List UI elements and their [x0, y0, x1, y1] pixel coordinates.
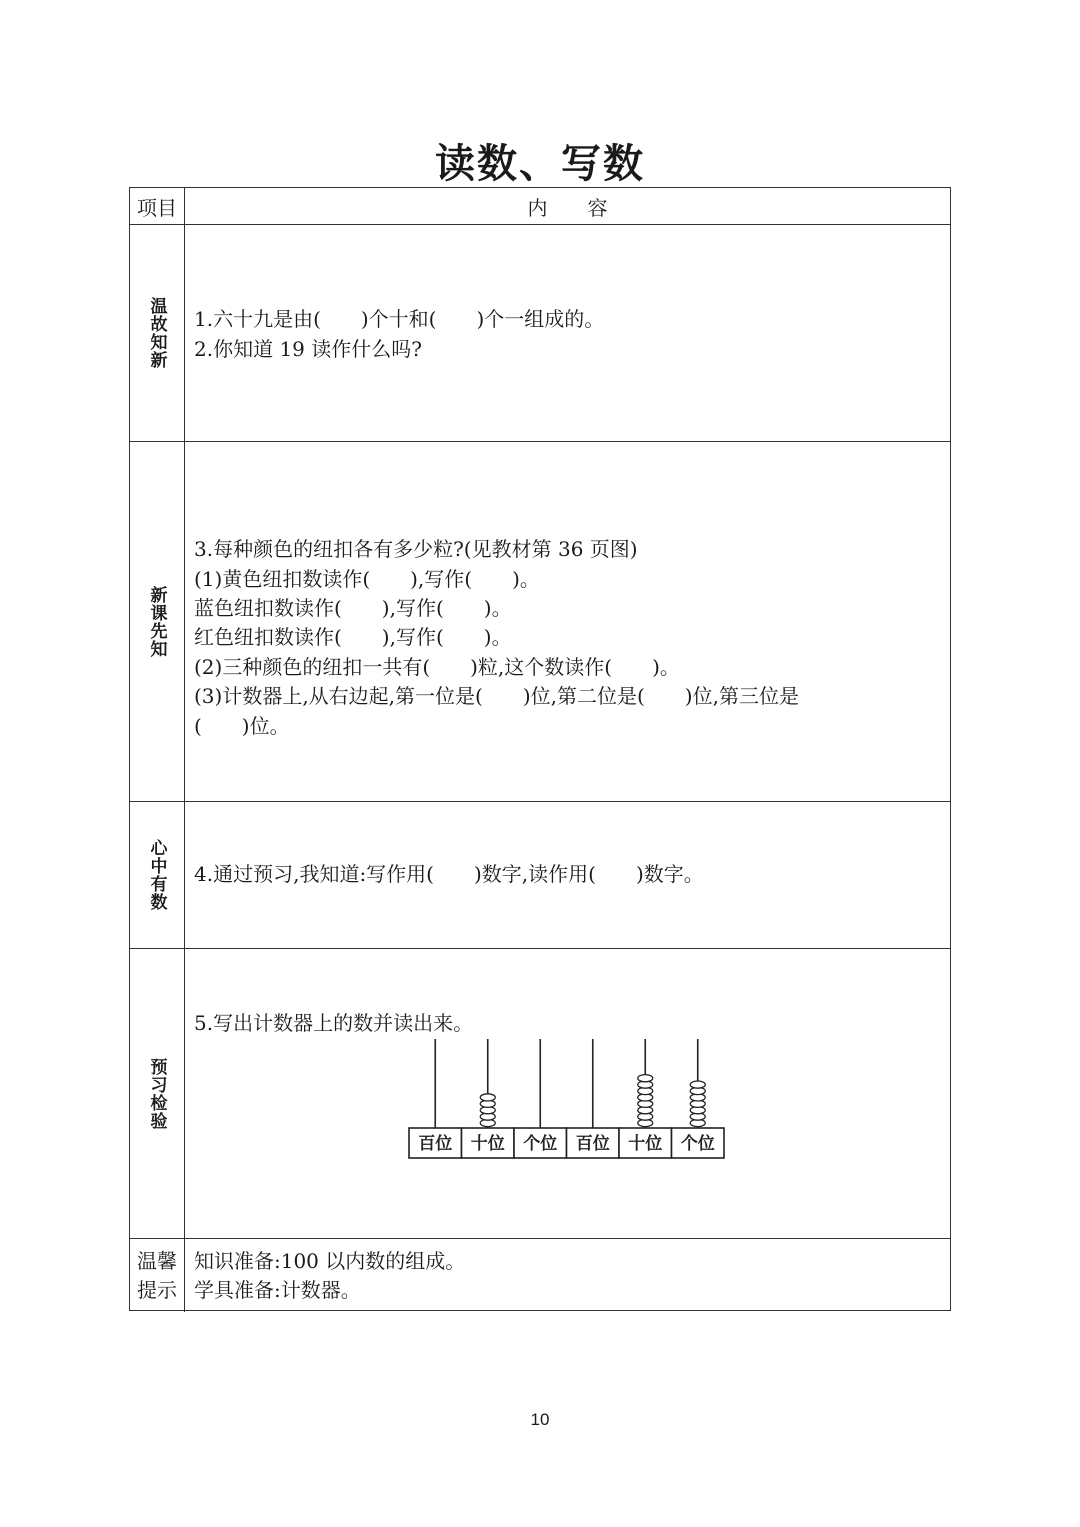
abacus-place-label: 十位	[628, 1134, 663, 1154]
tip-line: 学具准备:计数器。	[194, 1278, 361, 1302]
section-label-cell	[130, 949, 185, 1238]
question-line: (2)三种颜色的纽扣一共有( )粒,这个数读作( )。	[194, 655, 680, 679]
section-label-cell	[130, 225, 185, 441]
question-line: 2.你知道 19 读作什么吗?	[194, 337, 422, 361]
abacus-place-label: 个位	[523, 1134, 558, 1154]
section-content	[185, 1239, 950, 1312]
question-line: 蓝色纽扣数读作( ),写作( )。	[194, 596, 512, 620]
section-content	[185, 949, 950, 1238]
page-title: 读数、写数	[435, 141, 645, 187]
preview-table	[129, 187, 951, 1311]
section-label-cell	[130, 802, 185, 948]
header-item-label: 项目	[130, 188, 185, 224]
abacus-place-label: 十位	[470, 1134, 505, 1154]
abacus-bead	[690, 1081, 705, 1088]
abacus-bead	[480, 1094, 495, 1101]
question-line: 红色纽扣数读作( ),写作( )。	[194, 625, 512, 649]
section-label: 心中有数	[146, 839, 167, 911]
section-review	[130, 225, 950, 442]
section-content	[185, 802, 950, 948]
question-line: (3)计数器上,从右边起,第一位是( )位,第二位是( )位,第三位是	[194, 684, 799, 708]
section-label: 温故知新	[146, 297, 167, 369]
question-line: 5.写出计数器上的数并读出来。	[194, 1011, 474, 1035]
section-tips	[130, 1239, 950, 1312]
header-content-label: 内 容	[527, 195, 608, 220]
abacus-place-label: 百位	[575, 1134, 610, 1154]
question-line: 4.通过预习,我知道:写作用( )数字,读作用( )数字。	[194, 862, 704, 886]
section-content	[185, 225, 950, 441]
abacus-bead	[638, 1075, 653, 1082]
tip-line: 知识准备:100 以内数的组成。	[194, 1249, 466, 1273]
section-label: 新课先知	[146, 585, 167, 658]
section-label-cell	[130, 442, 185, 801]
table-header-row	[130, 188, 950, 225]
abacus-place-label: 个位	[680, 1134, 715, 1154]
question-line: (1)黄色纽扣数读作( ),写作( )。	[194, 567, 540, 591]
section-content	[185, 442, 950, 801]
question-line: 3.每种颜色的纽扣各有多少粒?(见教材第 36 页图)	[194, 537, 638, 561]
section-label: 预习检验	[146, 1057, 167, 1130]
page-number: 10	[530, 1410, 550, 1429]
section-check	[130, 949, 950, 1239]
question-line: ( )位。	[194, 714, 290, 738]
section-new-lesson	[130, 442, 950, 802]
section-summary	[130, 802, 950, 949]
abacus-figure	[407, 1037, 737, 1162]
abacus-place-label: 百位	[418, 1134, 453, 1154]
section-label-cell	[130, 1239, 185, 1312]
question-line: 1.六十九是由( )个十和( )个一组成的。	[194, 307, 605, 331]
section-label: 温馨提示	[137, 1248, 177, 1302]
